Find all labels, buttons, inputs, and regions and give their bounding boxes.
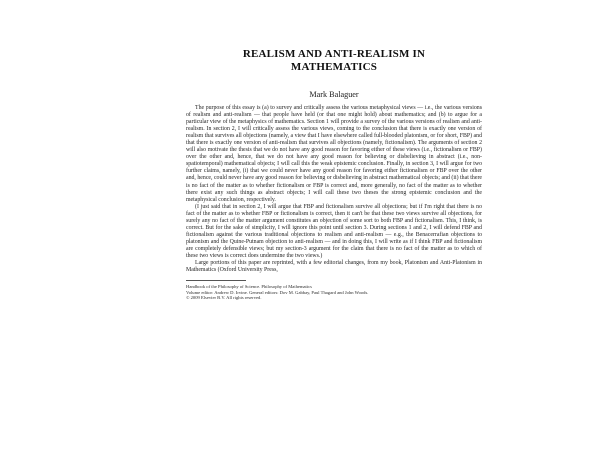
publication-footer <box>186 280 482 301</box>
paragraph-2: (I just said that in section 2, I will argue that FBP and fictionalism survive all objections; but if I'm right that there is no fact of the matter as to whether FBP or fictionalism is correct, then it can't be that these two views survive all objections, for surely any no fact of the matter argument constitutes an objection of some sort to both FBP and fictionalism. This, I think, is correct. But for the sake of simplicity, I will ignore this point until section 3. During sections 1 and 2, I will defend FBP and fictionalism against the various traditional objections to realism and anti-realism — e.g., the Benacerrafian objections to platonism and the Quine-Putnam objection to anti-realism — and in doing this, I will write as if I think FBP and fictionalism are completely defensible views; but my section-3 argument for the claim that there is no fact of the matter as to which of these two views is correct does undermine the two views.) <box>186 203 482 259</box>
footer-line-3: © 2009 Elsevier B.V. All rights reserved. <box>186 295 262 301</box>
paper-title <box>186 48 482 74</box>
footer-line-1: Handbook of the Philosophy of Science. Philosophy of Mathematics <box>186 284 312 290</box>
title-line-1: REALISM AND ANTI-REALISM IN <box>242 48 426 60</box>
footer-line-2: Volume editor: Andrew D. Irvine. General editors: Dov M. Gabbay, Paul Thagard and John Woods. <box>186 289 369 295</box>
paragraph-1: The purpose of this essay is (a) to survey and critically assess the various metaphysical views — i.e., the various versions of realism and anti-realism — that people have held (or that one might hold) about mathematics; and (b) to argue for a particular view of the metaphysics of mathematics. Section 1 will provide a survey of the various versions of realism and anti-realism. In section 2, I will critically assess the various views, coming to the conclusion that there is exactly one version of realism that survives all objections (namely, a view that I have elsewhere called full-blooded platonism, or for short, FBP) and that there is exactly one version of anti-realism that survives all objections (namely, fictionalism). The arguments of section 2 will also motivate the thesis that we do not have any good reason for favoring either of these views (i.e., fictionalism or FBP) over the other and, hence, that we do not have any good reason for believing or disbelieving in abstract (i.e., non-spatiotemporal) mathematical objects; I will call this the weak epistemic conclusion. Finally, in section 3, I will argue for two further claims, namely, (i) that we could never have any good reason for favoring either fictionalism or FBP over the other and, hence, could never have any good reason for believing or disbelieving in abstract mathematical objects; and (ii) that there is no fact of the matter as to whether fictionalism or FBP is correct and, more generally, no fact of the matter as to whether there exist any such things as abstract objects; I will call these two theses the strong epistemic conclusion and the metaphysical conclusion, respectively. <box>186 105 482 203</box>
paper-body <box>186 105 482 274</box>
paragraph-3: Large portions of this paper are reprinted, with a few editorial changes, from my book, Platonism and Anti-Platonism in Mathematics (Oxford University Press, <box>186 260 482 274</box>
title-line-2: MATHEMATICS <box>290 61 378 73</box>
author-name: Mark Balaguer <box>309 90 359 99</box>
text-column <box>186 48 482 301</box>
footer-rule <box>186 280 246 281</box>
